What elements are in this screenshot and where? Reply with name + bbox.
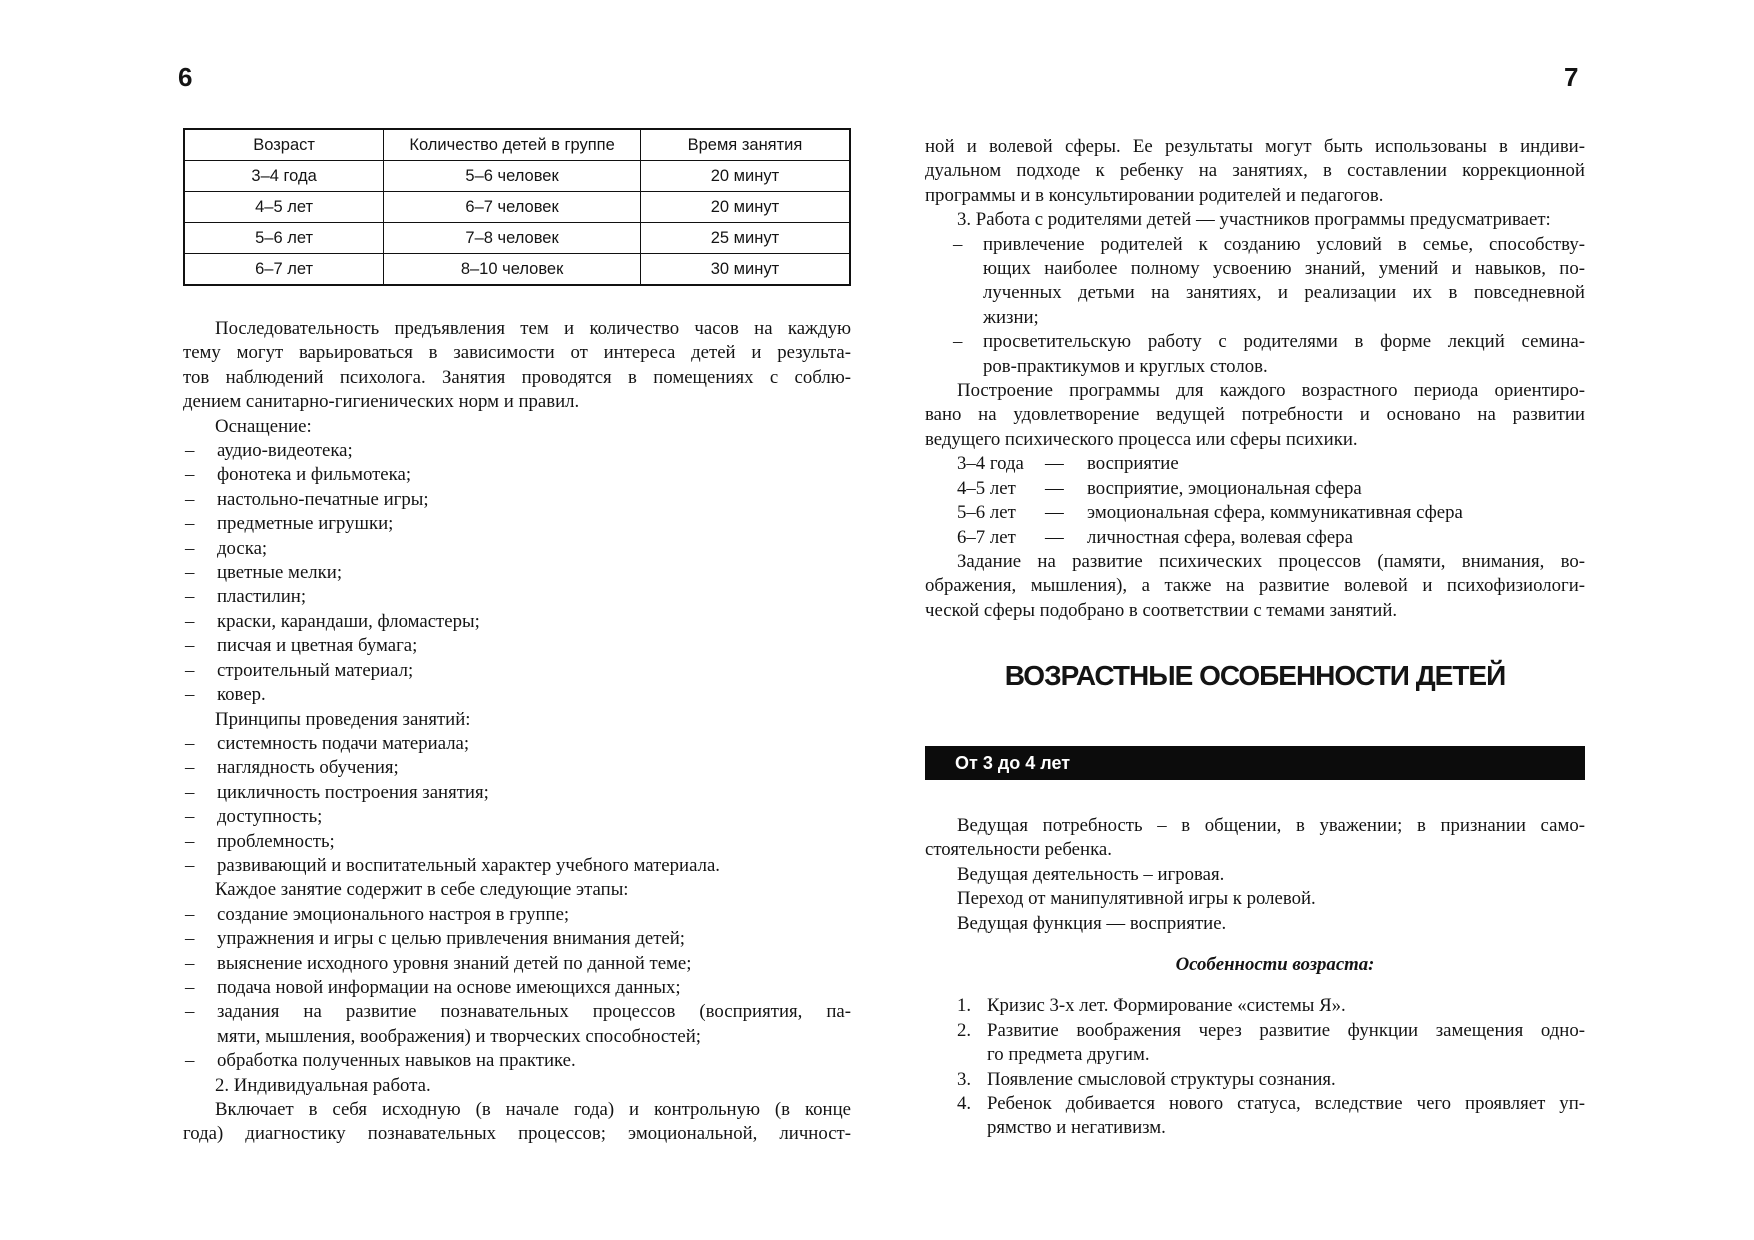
list-item: – системность подачи материала;	[183, 732, 851, 756]
list-item: – цикличность построения занятия;	[183, 781, 851, 805]
age-section-band	[925, 746, 1585, 780]
text-line: мяти, мышления, воображения) и творческих способностей;	[217, 1025, 701, 1047]
item-number: 1.	[957, 995, 972, 1017]
list-item: – аудио-видеотека;	[183, 439, 851, 463]
left-page-body	[183, 317, 851, 1147]
text-line: ведущего психического процесса или сферы психики.	[925, 428, 1358, 450]
table-cell: 5–6 лет	[184, 223, 384, 254]
text-line: Последовательность предъявления тем и количество часов на каждую	[215, 318, 851, 339]
text-line: Развитие воображения через развитие функции замещения одно-	[987, 1019, 1585, 1041]
text-line: Ведущая потребность – в общении, в уважении; в признании само-	[957, 815, 1585, 836]
age-label: 5–6 лет	[957, 502, 1016, 524]
table-cell: 6–7 лет	[184, 254, 384, 286]
tasks-paragraph	[925, 550, 1585, 623]
dash: —	[1045, 477, 1064, 499]
age-label: 3–4 года	[957, 453, 1024, 475]
dash: —	[1045, 526, 1064, 548]
list-item: – выяснение исходного уровня знаний детей по данной теме;	[183, 952, 851, 976]
list-item: – предметные игрушки;	[183, 512, 851, 536]
text-line: ческой сферы подобрано в соответствии с темами занятий.	[925, 599, 1398, 621]
right-page-bottom	[925, 814, 1585, 1141]
item-number: 4.	[957, 1093, 972, 1115]
list-item: – писчая и цветная бумага;	[183, 634, 851, 658]
text-line: рямство и негативизм.	[987, 1117, 1166, 1139]
table-row	[184, 223, 850, 254]
text-line: тов наблюдений психолога. Занятия проводятся в помещениях с соблю-	[183, 366, 851, 388]
individual-work-paragraph	[183, 1098, 851, 1147]
list-item: – настольно-печатные игры;	[183, 488, 851, 512]
right-page-top	[925, 135, 1585, 623]
list-item: – ковер.	[183, 683, 851, 707]
age-focus-text: восприятие, эмоциональная сфера	[1087, 477, 1362, 499]
age-focus-text: эмоциональная сфера, коммуникативная сфера	[1087, 502, 1463, 524]
leading-activity: Ведущая деятельность – игровая.	[957, 863, 1225, 885]
equipment-heading: Оснащение:	[215, 415, 312, 437]
list-item: – краски, карандаши, фломастеры;	[183, 610, 851, 634]
features-heading: Особенности возраста:	[1175, 954, 1375, 976]
age-focus-row	[925, 526, 1585, 550]
equipment-list	[183, 439, 851, 707]
parents-work-list	[925, 233, 1585, 379]
list-item: – проблемность;	[183, 830, 851, 854]
text-line: – привлечение родителей к созданию условий в семье, способству-	[983, 233, 1585, 255]
table-cell: 5–6 человек	[384, 161, 641, 192]
age-section-label: От 3 до 4 лет	[955, 753, 1071, 773]
dash: —	[1045, 453, 1064, 475]
principles-list	[183, 732, 851, 878]
list-item	[183, 1000, 851, 1049]
dash: —	[1045, 502, 1064, 524]
list-item	[925, 994, 1585, 1018]
table-cell: 30 минут	[640, 254, 850, 286]
stages-heading: Каждое занятие содержит в себе следующие этапы:	[215, 879, 629, 901]
age-focus-text: восприятие	[1087, 453, 1179, 475]
intro-paragraph	[183, 317, 851, 415]
age-label: 4–5 лет	[957, 477, 1016, 499]
leading-need-paragraph	[925, 814, 1585, 863]
text-line: ров-практикумов и круглых столов.	[983, 355, 1268, 377]
table-cell: 7–8 человек	[384, 223, 641, 254]
table-cell: 6–7 человек	[384, 192, 641, 223]
age-focus-row	[925, 477, 1585, 501]
age-focus-row	[925, 501, 1585, 525]
table-cell: 3–4 года	[184, 161, 384, 192]
leading-function: Ведущая функция — восприятие.	[957, 912, 1227, 934]
list-item	[925, 1092, 1585, 1141]
list-item: – строительный материал;	[183, 659, 851, 683]
table-cell: 25 минут	[640, 223, 850, 254]
list-item: – подача новой информации на основе имеющихся данных;	[183, 976, 851, 1000]
table-row	[184, 161, 850, 192]
table-header-cell: Количество детей в группе	[384, 129, 641, 161]
principles-heading: Принципы проведения занятий:	[215, 708, 471, 730]
group-schedule-table	[183, 128, 851, 286]
list-item: – создание эмоционального настроя в группе;	[183, 903, 851, 927]
construction-paragraph	[925, 379, 1585, 452]
list-item	[925, 330, 1585, 379]
text-line: ной и волевой сферы. Ее результаты могут быть использованы в индиви-	[925, 136, 1585, 157]
text-line: лученных детьми на занятиях, и реализации их в повседневной	[983, 282, 1585, 304]
list-item: – доска;	[183, 537, 851, 561]
table-cell: 20 минут	[640, 161, 850, 192]
text-line: тему могут варьироваться в зависимости от интереса детей и результа-	[183, 342, 851, 364]
list-item: – фонотека и фильмотека;	[183, 463, 851, 487]
text-line: Задание на развитие психических процессов (памяти, внимания, во-	[957, 550, 1585, 572]
table-header-row	[184, 129, 850, 161]
table-row	[184, 192, 850, 223]
text-line: жизни;	[983, 306, 1039, 328]
table-cell: 8–10 человек	[384, 254, 641, 286]
parents-work-heading: 3. Работа с родителями детей — участников программы предусматривает:	[957, 209, 1551, 231]
section-title: ВОЗРАСТНЫЕ ОСОБЕННОСТИ ДЕТЕЙ	[1004, 660, 1506, 691]
text-line: – просветительскую работу с родителями в форме лекций семина-	[983, 331, 1585, 353]
list-item: – цветные мелки;	[183, 561, 851, 585]
individual-work-heading: 2. Индивидуальная работа.	[215, 1074, 431, 1096]
table-header-cell: Время занятия	[640, 129, 850, 161]
list-item	[925, 1068, 1585, 1092]
list-item: – наглядность обучения;	[183, 756, 851, 780]
table-row	[184, 254, 850, 286]
text-line: программы и в консультировании родителей и педагогов.	[925, 184, 1384, 206]
text-line: Кризис 3-х лет. Формирование «системы Я».	[987, 995, 1346, 1017]
text-line: го предмета другим.	[987, 1044, 1150, 1066]
table-cell: 4–5 лет	[184, 192, 384, 223]
age-focus-list	[925, 452, 1585, 550]
text-line: ображения, мышления), а также на развитие волевой и психофизиологи-	[925, 575, 1585, 597]
age-features-list	[925, 994, 1585, 1140]
list-item: – доступность;	[183, 805, 851, 829]
list-item	[925, 1019, 1585, 1068]
text-line: стоятельности ребенка.	[925, 839, 1112, 861]
text-line: Появление смысловой структуры сознания.	[987, 1068, 1336, 1090]
page-number-right: 7	[1564, 62, 1579, 92]
table-cell: 20 минут	[640, 192, 850, 223]
table-header-cell: Возраст	[184, 129, 384, 161]
stages-list	[183, 903, 851, 1074]
text-line: дуальном подходе к ребенку на занятиях, в составлении коррекционной	[925, 160, 1585, 182]
age-focus-text: личностная сфера, волевая сфера	[1087, 526, 1353, 548]
text-line: года) диагностику познавательных процессов; эмоциональной, личност-	[183, 1123, 851, 1145]
text-line: ющих наиболее полному усвоению знаний, умений и навыков, по-	[983, 258, 1585, 280]
item-number: 3.	[957, 1068, 972, 1090]
text-line: Ребенок добивается нового статуса, вследствие чего проявляет уп-	[987, 1093, 1585, 1115]
age-focus-row	[925, 452, 1585, 476]
list-item: – упражнения и игры с целью привлечения внимания детей;	[183, 927, 851, 951]
continuation-paragraph	[925, 135, 1585, 208]
text-line: Включает в себя исходную (в начале года) и контрольную (в конце	[215, 1099, 851, 1120]
text-line: – задания на развитие познавательных процессов (восприятия, па-	[217, 1001, 851, 1023]
list-item: – обработка полученных навыков на практике.	[183, 1049, 851, 1073]
text-line: вано на удовлетворение ведущей потребности и основано на развитии	[925, 404, 1585, 426]
list-item	[925, 233, 1585, 331]
text-line: дением санитарно-гигиенических норм и правил.	[183, 391, 580, 413]
list-item: – пластилин;	[183, 585, 851, 609]
page-number-left: 6	[178, 62, 193, 92]
transition-text: Переход от манипулятивной игры к ролевой.	[957, 888, 1316, 910]
age-label: 6–7 лет	[957, 526, 1016, 548]
item-number: 2.	[957, 1019, 972, 1041]
text-line: Построение программы для каждого возрастного периода ориентиро-	[957, 380, 1585, 402]
list-item: – развивающий и воспитательный характер учебного материала.	[183, 854, 851, 878]
